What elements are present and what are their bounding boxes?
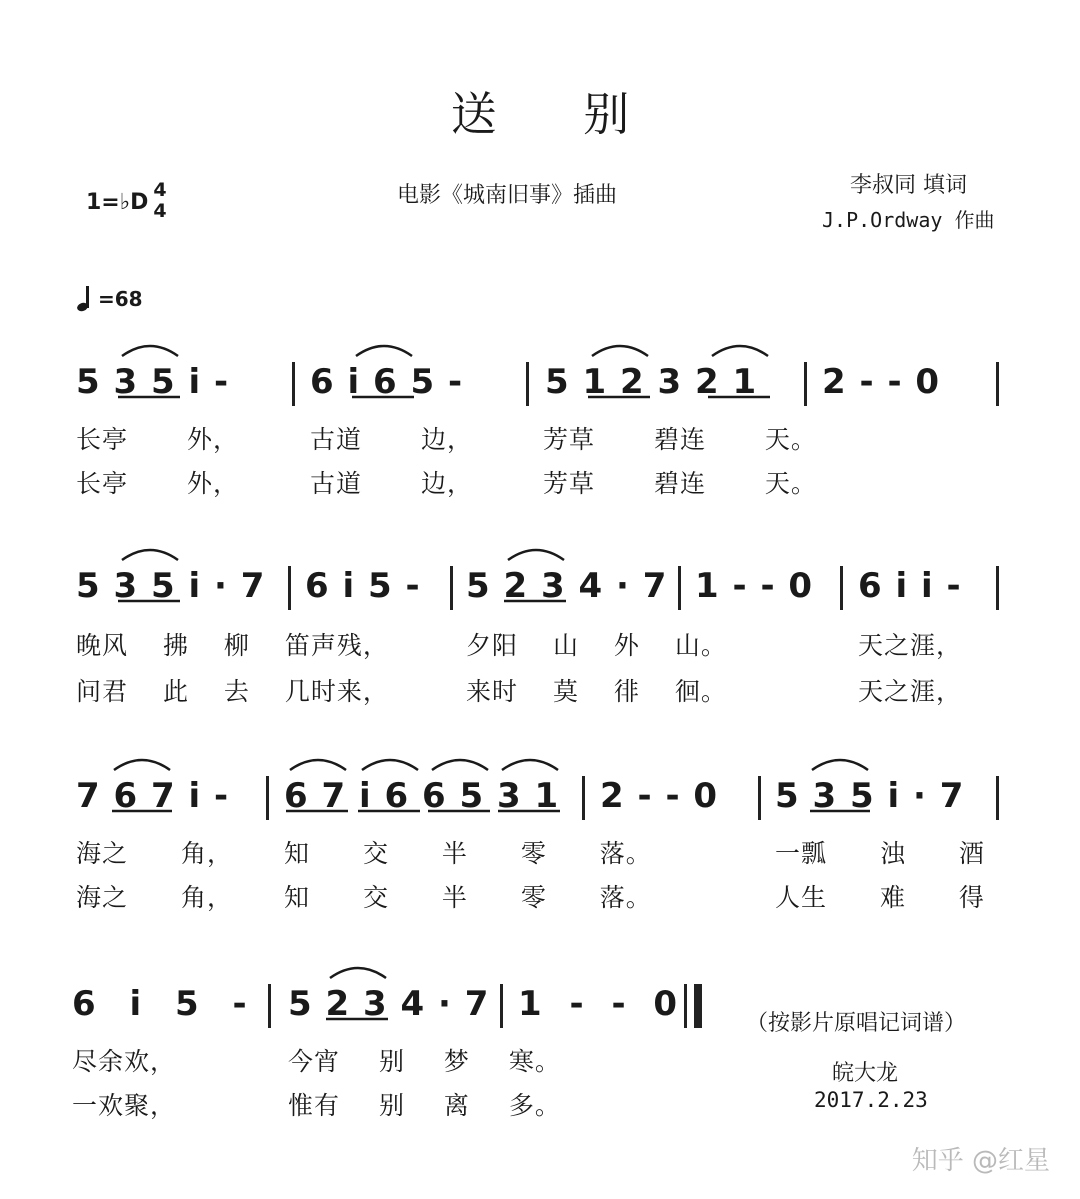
song-title: 送 别: [450, 87, 666, 141]
lyric-line-1-3: 芳草 碧连 天。: [543, 425, 817, 454]
lyric-line-1-3: 一瓢 浊 酒: [775, 839, 985, 868]
slur: [712, 346, 768, 356]
measure-1-2: 6 i 6 5 -: [310, 362, 464, 402]
lyric-line-2-1: 问君 此 去 几时来，: [76, 677, 389, 706]
arranger-name: 皖大龙: [832, 1061, 899, 1086]
lyric-line-1-2: 今宵 别 梦 寒。: [288, 1047, 561, 1076]
lyric-line-1-1: 晚风 拂 柳 笛声残，: [76, 631, 389, 660]
lyricist-credit: 李叔同 填词: [850, 173, 967, 198]
slur: [330, 968, 386, 978]
watermark: 知乎 @红星: [911, 1146, 1050, 1176]
lyric-line-2-1: 海之 角，: [76, 883, 233, 912]
measure-3-2: 6 7 i 6 6 5 3 1: [284, 776, 560, 816]
transcription-note: （按影片原唱记词谱）: [746, 1011, 967, 1036]
measure-1-1: 5 3 5 i -: [76, 362, 230, 402]
lyric-line-1-3: 天之涯，: [858, 631, 963, 660]
lyric-line-2-2: 知 交 半 零 落。: [284, 883, 652, 912]
lyric-line-2-3: 人生 难 得: [775, 883, 985, 912]
time-signature-top: 4: [153, 179, 167, 201]
lyric-line-2-1: 一欢聚，: [72, 1091, 177, 1120]
slur: [356, 346, 412, 356]
measure-2-4: 1 - - 0: [695, 566, 814, 606]
lyric-line-2-3: 芳草 碧连 天。: [543, 469, 817, 498]
lyric-line-2-2: 古道 边，: [310, 469, 473, 498]
measure-4-3: 1 - - 0: [518, 984, 679, 1024]
lyric-line-2-1: 长亭 外，: [76, 469, 239, 498]
lyric-line-1-2: 夕阳 山 外 山。: [466, 631, 727, 660]
date: 2017.2.23: [814, 1088, 928, 1112]
slur: [122, 550, 178, 560]
slur: [508, 550, 564, 560]
subtitle: 电影《城南旧事》插曲: [397, 183, 618, 208]
time-signature-bottom: 4: [153, 200, 167, 222]
tempo-value: =68: [98, 287, 143, 311]
lyric-line-1-2: 古道 边，: [310, 425, 473, 454]
slur: [122, 346, 178, 356]
composer-credit: J.P.Ordway 作曲: [822, 208, 995, 232]
slur: [592, 346, 648, 356]
lyric-line-2-2: 惟有 别 离 多。: [288, 1091, 561, 1120]
measure-4-1: 6 i 5 -: [72, 984, 248, 1024]
measure-3-3: 2 - - 0: [600, 776, 719, 816]
slur: [362, 760, 418, 770]
measure-3-1: 7 6 7 i -: [76, 776, 230, 816]
lyric-line-1-1: 长亭 外，: [76, 425, 239, 454]
lyric-line-2-3: 天之涯，: [858, 677, 963, 706]
measure-1-4: 2 - - 0: [822, 362, 941, 402]
measure-1-3: 5 1 2 3 2 1: [545, 362, 758, 402]
lyric-line-1-2: 知 交 半 零 落。: [284, 839, 652, 868]
measure-2-3: 5 2 3 4 · 7: [466, 566, 668, 606]
measure-2-5: 6 i i -: [858, 566, 962, 606]
slur: [432, 760, 488, 770]
lyric-line-2-2: 来时 莫 徘 徊。: [466, 677, 727, 706]
slur: [502, 760, 558, 770]
slur: [114, 760, 170, 770]
slur: [812, 760, 868, 770]
measure-4-2: 5 2 3 4 · 7: [288, 984, 490, 1024]
measure-2-1: 5 3 5 i · 7: [76, 566, 266, 606]
key-signature: 1=♭D: [86, 190, 149, 215]
slur: [290, 760, 346, 770]
lyric-line-1-1: 海之 角，: [76, 839, 233, 868]
lyric-line-1-1: 尽余欢，: [72, 1047, 177, 1076]
measure-2-2: 6 i 5 -: [305, 566, 421, 606]
measure-3-4: 5 3 5 i · 7: [775, 776, 965, 816]
